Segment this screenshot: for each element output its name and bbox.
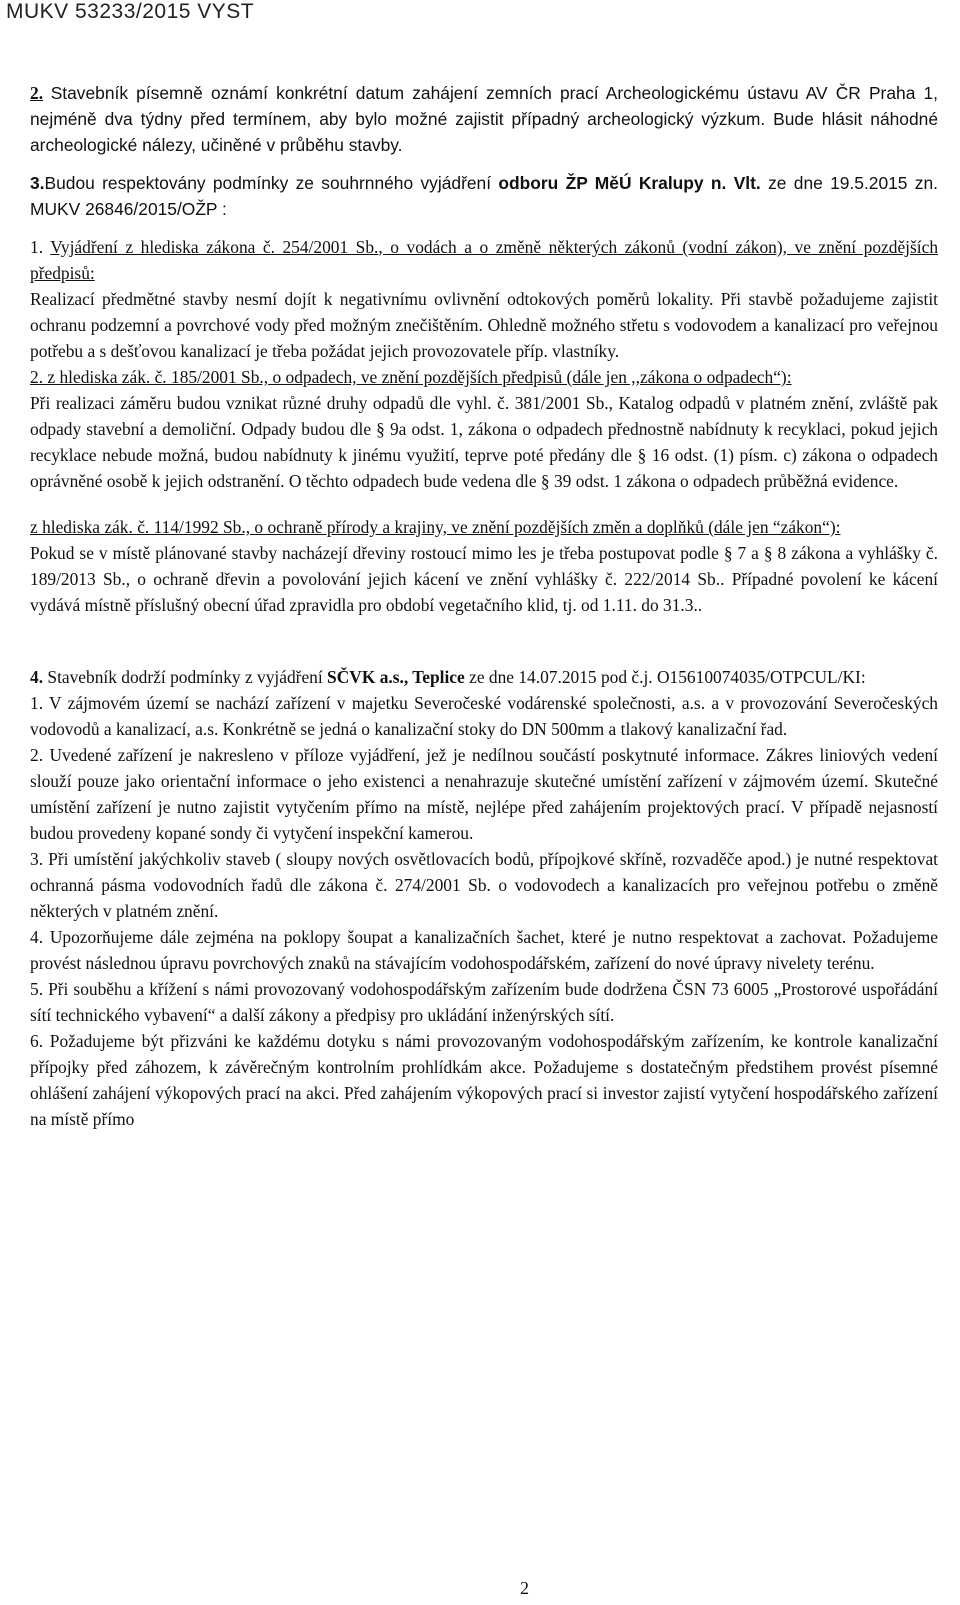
- scvk-item-6: 6. Požadujeme být přizváni ke každému dotyku s námi provozovaným vodohospodářským zařízením, ke kontrole kanalizační přípojky před záhozem, k závěrečným kontrolním prohlídkám akce. Požadujeme s dostatečným předstihem provést písemné ohlášení zahájení výkopových prací na akci. Před zahájením výkopových prací si investor zajistí vytyčení hospodářského zařízení na místě přímo: [30, 1031, 938, 1129]
- spacer: [30, 494, 938, 514]
- nature-act-heading: z hlediska zák. č. 114/1992 Sb., o ochraně přírody a krajiny, ve znění pozdějších změn a doplňků (dále jen “zákon“):: [30, 517, 841, 537]
- spacer: [30, 158, 938, 170]
- condition-4: [30, 664, 938, 690]
- condition-text: Budou respektovány podmínky ze souhrnného vyjádření: [44, 173, 499, 193]
- condition-text-continued: ze dne 14.07.2015 pod č.j. O15610074035/OTPCUL/KI:: [464, 667, 866, 687]
- water-act-title-rest: , o vodách a o změně některých zákonů (vodní zákon), ve znění pozdějších předpisů:: [30, 237, 939, 283]
- spacer: [30, 618, 938, 664]
- condition-number: 2.: [30, 83, 44, 103]
- item-number: 1.: [30, 237, 51, 257]
- scvk-item-3: 3. Při umístění jakýchkoliv staveb ( sloupy nových osvětlovacích bodů, přípojkové skříně, rozvaděče apod.) je nutné respektovat ochranná pásma vodovodních řadů dle zákona č. 274/2001 Sb. o vodovodech a kanalizacích pro veřejnou potřebu o změně některých v platném znění.: [30, 849, 938, 921]
- condition-text: Stavebník písemně oznámí konkrétní datum zahájení zemních prací Archeologickému ústavu AV ČR Praha 1, nejméně dva týdny před termínem, aby bylo možné zajistit případný archeologický výzkum. Bude hlásit náhodné archeologické nálezy, učiněné v průběhu stavby.: [30, 83, 938, 155]
- condition-2: [30, 80, 938, 158]
- condition-authority: odboru ŽP MěÚ Kralupy n. Vlt.: [498, 173, 761, 193]
- page-number: 2: [520, 1578, 529, 1598]
- condition-authority: SČVK a.s., Teplice: [327, 667, 465, 687]
- scvk-item-2: 2. Uvedené zařízení je nakresleno v příloze vyjádření, jež je nedílnou součástí poskytnuté informace. Zákres liniových vedení slouží pouze jako orientační informace o jeho existenci a nenahrazuje skutečné umístění zařízení v zájmovém území. Skutečné umístění zařízení je nutno zajistit vytyčením přímo na místě, nejlépe před zahájením projektových prací. V případě nejasností budou provedeny kopané sondy či vytyčení inspekční kamerou.: [30, 745, 938, 843]
- document-body: [30, 80, 938, 1132]
- water-act-heading: [30, 234, 938, 286]
- condition-text-continued: ze dne 19.5.2015 zn. MUKV 26846/2015/OŽP :: [30, 173, 939, 219]
- spacer: [30, 222, 938, 234]
- condition-number: 3.: [30, 173, 45, 193]
- condition-number: 4.: [30, 667, 44, 687]
- water-act-body: Realizací předmětné stavby nesmí dojít k negativnímu ovlivnění odtokových poměrů lokality. Při stavbě požadujeme zajistit ochranu podzemní a povrchové vody před možným znečištěním. Ohledně možného střetu s vodovodem a kanalizací pro veřejnou potřebu a s dešťovou kanalizací je třeba požádat jejich provozovatele příp. vlastníky.: [30, 289, 938, 361]
- water-act-title: Vyjádření z hlediska zákona č. 254/2001 Sb.: [50, 237, 379, 257]
- condition-text: Stavebník dodrží podmínky z vyjádření: [43, 667, 328, 687]
- condition-3: [30, 170, 938, 222]
- scvk-item-1: 1. V zájmovém území se nachází zařízení v majetku Severočeské vodárenské společnosti, a.s. a v provozování Severočeských vodovodů a kanalizací, a.s. Konkrétně se jedná o kanalizační stoky do DN 500mm a tlakový kanalizační řad.: [30, 693, 938, 739]
- waste-act-body: Při realizaci záměru budou vznikat různé druhy odpadů dle vyhl. č. 381/2001 Sb., Katalog odpadů v platném znění, zvláště pak odpady stavební a demoliční. Odpady budou dle § 9a odst. 1, zákona o odpadech přednostně nabídnuty k recyklaci, pokud jejich recyklace nebude možná, budou nabídnuty k jinému využití, teprve poté předány dle § 16 odst. (1) písm. c) zákona o odpadech oprávněné osobě k jejich odstranění. O těchto odpadech bude vedena dle § 39 odst. 1 zákona o odpadech průběžná evidence.: [30, 393, 938, 491]
- scvk-item-4: 4. Upozorňujeme dále zejména na poklopy šoupat a kanalizačních šachet, které je nutno respektovat a zachovat. Požadujeme provést následnou úpravu povrchových znaků na stávajícím vodohospodářském, zařízení do nové úpravy nivelety terénu.: [30, 927, 938, 973]
- scvk-item-5: 5. Při souběhu a křížení s námi provozovaný vodohospodářským zařízením bude dodržena ČSN 73 6005 „Prostorové uspořádání sítí technického vybavení“ a další zákony a předpisy pro ukládání inženýrských sítí.: [30, 979, 938, 1025]
- waste-act-heading: 2. z hlediska zák. č. 185/2001 Sb., o odpadech, ve znění pozdějších předpisů (dále jen ,,zákona o odpadech“):: [30, 367, 792, 387]
- document-reference: MUKV 53233/2015 VYST: [6, 0, 255, 23]
- nature-act-body: Pokud se v místě plánované stavby nacházejí dřeviny rostoucí mimo les je třeba postupovat podle § 7 a § 8 zákona a vyhlášky č. 189/2013 Sb., o ochraně dřevin a povolování jejich kácení ve znění vyhlášky č. 222/2014 Sb.. Případné povolení ke kácení vydává místně příslušný obecní úřad zpravidla pro období vegetačního klid, tj. od 1.11. do 31.3..: [30, 543, 938, 615]
